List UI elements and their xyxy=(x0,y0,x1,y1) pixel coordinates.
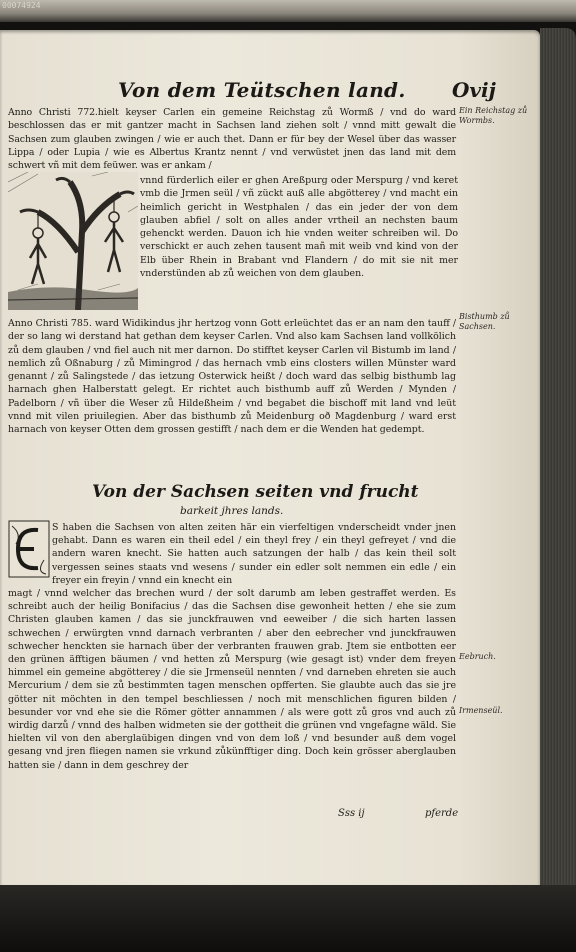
catchword: pferde xyxy=(425,808,459,819)
margin-note-irmenseul: Irmenseül. xyxy=(459,706,503,715)
paragraph-2: Anno Christi 785. ward Widikindus jhr hertzog vonn Gott erleüchtet das er an nam den tauff / der so lang wi derstand hat gethan dem keyser Carlen. Vnd also kam Sachsen land vollkölich zů dem glauben / vnd fiel auch nit mer darnon. Do stifftet keyser Carlen vil Bistumb im land / nemlich zů Oßnaburg / zů Mimingrod / das hernach vmb eins closters willen Münster ward genannt / zů Salingstede / das ietzung Osterwick heißt / doch ward das selbig bisthumb lag harnach ghen Halberstatt gelegt. Er richtet auch bisthumb auff zů Werden / Mynden / Padelborn / vñ über die Weser zů Hildeßheim / vnd begabet die bischoff mit land vnd leüt vnnd mit vilen priuilegien. Aber das bisthumb zů Meidenburg oð Magdenburg / ward erst harnach von keyser Otten dem grossen gestifft / nach dem er die Wenden hat gedempt. xyxy=(8,318,456,436)
table-surface xyxy=(0,885,576,952)
section-body-first-lines: S haben die Sachsen von alten zeiten här ein vierfeltigen vnderscheidt vnder jnen gehabt. Dann es waren ein theil edel / ein theyl frey / ein theyl gefreyet / vnd die andern waren knecht. Sie hatten auch satzungen der halb / das kein theil solt vergessen seines staats vnd wesens / sunder ein edler solt nemmen ein edle / ein freyer ein freyin / vnnd ein knecht ein xyxy=(52,522,456,586)
section-body-rest: magt / vnnd welcher das brechen wurd / der solt darumb am leben gestraffet werden. Es schreibt auch der heilig Bonifacius / das die Sachsen dise gewonheit hetten / ehe sie zum Christen glauben kamen / das sie junckfrauwen vnd eeweiber / die sich harten lassen schwechen / erwürgten vnnd darnach verbranten / aber den eebrecher vnd junckfrauwen schwecher henckten sie harnach über der verbranten frauwen grab. Jtem sie entbotten eer den grünen äfftigen bäumen / vnd hetten zů Merspurg (wie gesagt ist) vnder dem freyen himmel ein gemeine abgötterey / die sie Jrmenseül nennten / vnd darneben ehreten sie auch Mercurium / dem sie zů bestimmten tagen menschen opfferten. Sie glaubte auch das sie jre götter nit möchten in den tempel beschliessen / noch mit menschlichen figuren bilden / besunder vor vnd ehe sie die Römer götter annammen / als were gott zů gros vnd auch zů wirdig darzů / vnnd des halben widmeten sie der gottheit die grünen vnd vngefagne wäld. Sie hielten vil von den aberglaübigen dingen vnd von dem loß / vnd besunder auß dem vogel gesang vnd jren fliegen namen sie vrkund zůkünfftiger ding. Doch kein grösser aberglauben hatten sie / dann in dem geschrey der xyxy=(8,588,456,771)
margin-note-eebruch: Eebruch. xyxy=(459,652,496,661)
woodcut-illustration xyxy=(8,172,138,310)
margin-note-reichstag: Ein Reichstag zů Wormbs. xyxy=(459,106,528,125)
paragraph-1 xyxy=(8,106,456,172)
margin-note-bisthumb: Bisthumb zů Sachsen. xyxy=(459,312,510,331)
scan-id-label: 00074924 xyxy=(2,1,41,10)
woodcut-hanged-men-image xyxy=(8,172,138,310)
section-title: Von der Sachsen seiten vnd frucht xyxy=(92,482,419,502)
paragraph-1-text: Anno Christi 772.hielt keyser Carlen ein gemeine Reichstag zů Wormß / vnd do ward beschlossen das er mit gantzer macht in Sachsen land ziehen solt / vnnd mitt gewalt die Sachsen zum glauben zwingen / wie er auch thet. Dann er für bey der Wesel über das wasser Lippa / oder Lupia / wie es Albertus Krantz nennt / vnd verwüstet jnen das land mit dem schwert vñ mit dem feüwer. was er ankam / xyxy=(8,107,456,172)
section-body xyxy=(8,521,456,772)
folio-number: Ovij xyxy=(452,78,496,102)
scanner-top-band xyxy=(0,0,576,22)
signature-mark: Sss ij xyxy=(338,808,365,819)
running-head: Von dem Teütschen land. xyxy=(118,78,406,102)
section-subtitle: barkeit jhres lands. xyxy=(180,505,284,517)
book-page-edges xyxy=(540,28,576,898)
paragraph-1-continued: vnnd fürderlich eiler er ghen Areßpurg oder Merspurg / vnd keret vmb die Jrmen seül / vñ zückt auß alle abgötterey / vnd macht ein heimlich gericht in Westphalen / das ein jeder der von dem glauben abfiel / solt on alles ander vrtheil an nechsten baum gehenckt werden. Dauon ich hie vnden weiter schreiben wil. Do verschickt er auch zehen tausent mañ mit weib vnd kind von der Elb über Rhein in Brabant vnd Flandern / do mit sie nit mer vnderstünden ab zů weichen von dem glauben. xyxy=(140,175,458,280)
